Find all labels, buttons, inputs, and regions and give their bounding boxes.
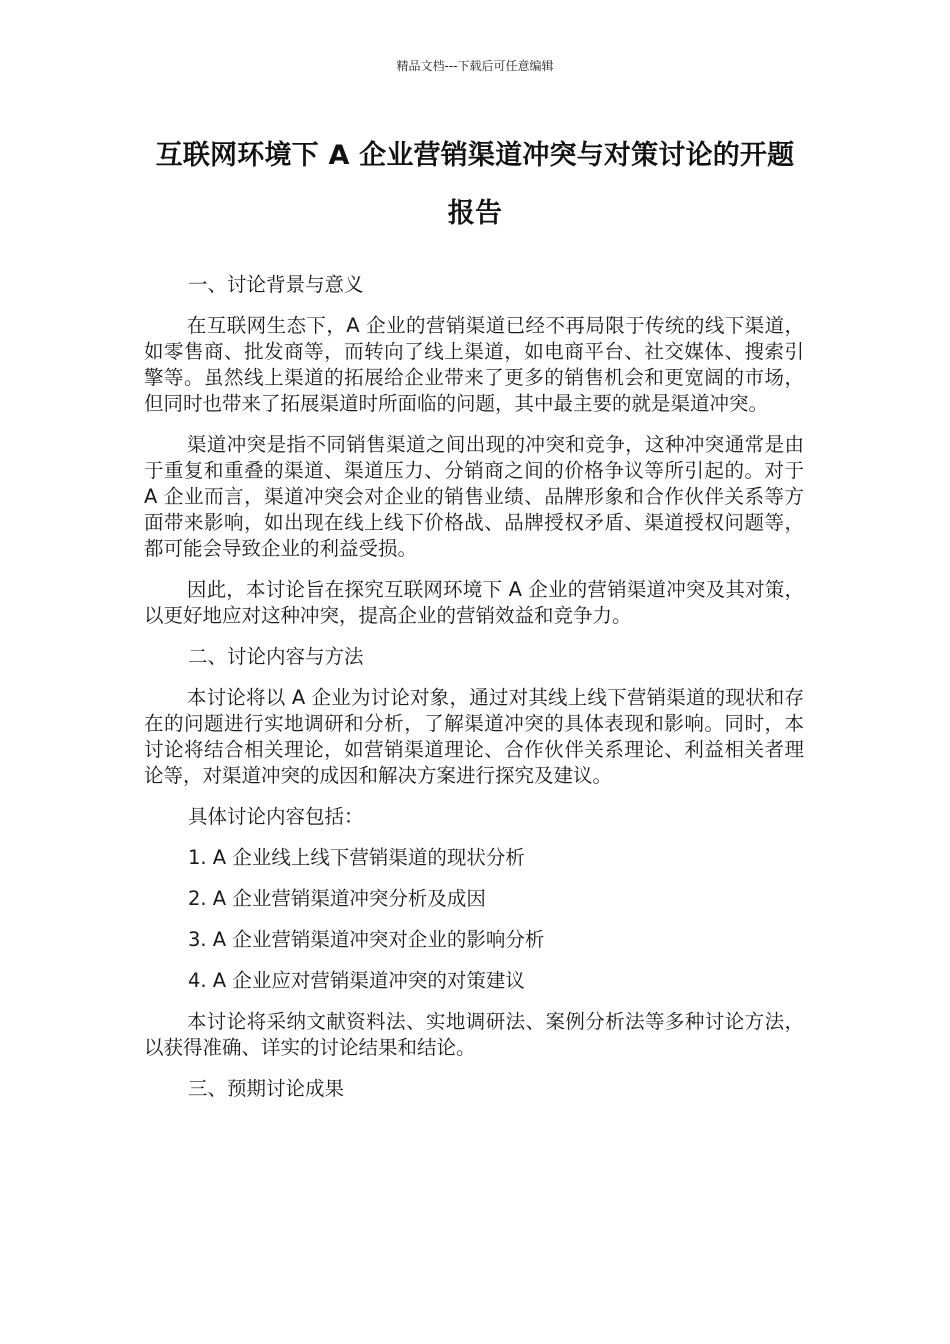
list-intro: 具体讨论内容包括： [188,805,364,828]
page-header-note: 精品文档---下载后可任意编辑 [396,59,554,73]
list-item: 2. A 企业营销渠道冲突分析及成因 [188,887,486,910]
paragraph-content-method-1: 本讨论将以 A 企业为讨论对象，通过对其线上线下营销渠道的现状和存在的问题进行实地调研和分析，了解渠道冲突的具体表现和影响。同时，本讨论将结合相关理论，如营销渠道理论、合作伙伴关系理论、利益相关者理论等，对渠道冲突的成因和解决方案进行探究及建议。 [144,686,804,787]
document-body [144,272,804,1117]
list-item: 3. A 企业营销渠道冲突对企业的影响分析 [188,928,545,951]
paragraph-background-2: 渠道冲突是指不同销售渠道之间出现的冲突和竞争，这种冲突通常是由于重复和重叠的渠道、渠道压力、分销商之间的价格争议等所引起的。对于 A 企业而言，渠道冲突会对企业的销售业绩、品牌形象和合作伙伴关系等方面带来影响，如出现在线上线下价格战、品牌授权矛盾、渠道授权问题等，都可能会导致企业的利益受损。 [144,433,804,560]
document-title-line-2: 报告 [447,198,503,229]
paragraph-content-method-2: 本讨论将采纳文献资料法、实地调研法、案例分析法等多种讨论方法，以获得准确、详实的讨论结果和结论。 [144,1010,804,1059]
list-item: 4. A 企业应对营销渠道冲突的对策建议 [188,969,525,992]
section-heading-background: 一、讨论背景与意义 [188,273,364,296]
paragraph-background-1: 在互联网生态下，A 企业的营销渠道已经不再局限于传统的线下渠道，如零售商、批发商等，而转向了线上渠道，如电商平台、社交媒体、搜索引擎等。虽然线上渠道的拓展给企业带来了更多的销售机会和更宽阔的市场，但同时也带来了拓展渠道时所面临的问题，其中最主要的就是渠道冲突。 [144,314,804,415]
section-heading-expected-results: 三、预期讨论成果 [188,1077,345,1100]
list-item: 1. A 企业线上线下营销渠道的现状分析 [188,846,525,869]
document-title-line-1: 互联网环境下 A 企业营销渠道冲突与对策讨论的开题 [155,140,795,171]
paragraph-background-3: 因此，本讨论旨在探究互联网环境下 A 企业的营销渠道冲突及其对策，以更好地应对这种冲突，提高企业的营销效益和竞争力。 [144,578,804,627]
section-heading-content-method: 二、讨论内容与方法 [188,645,364,668]
